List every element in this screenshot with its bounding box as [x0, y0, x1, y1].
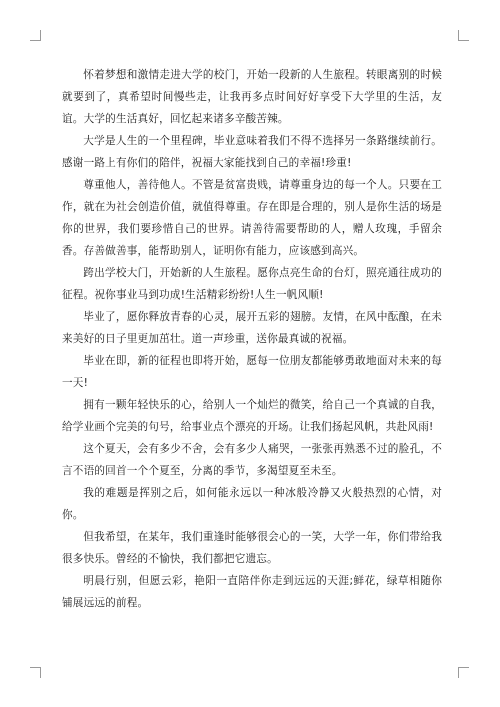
paragraph: 怀着梦想和激情走进大学的校门，开始一段新的人生旅程。转眼离别的时候就要到了，真希望时间慢些走，让我再多点时间好好享受下大学里的生活，友谊。大学的生活真好，回忆起来诸多辛酸苦辣。	[62, 69, 442, 125]
paragraph: 尊重他人，善待他人。不管是贫富贵贱，请尊重身边的每一个人。只要在工作，就在为社会创造价值，就值得尊重。存在即是合理的，别人是你生活的场是你的世界，我们要珍惜自己的世界。请善待需要帮助的人，赠人玫瑰，手留余香。存善做善事，能帮助别人，证明你有能力，应该感到高兴。	[62, 179, 442, 257]
crop-mark-bottom-left	[30, 667, 41, 678]
paragraph: 我的难题是挥别之后，如何能永远以一种冰般冷静又火般热烈的心情，对你。	[62, 487, 442, 521]
paragraph: 大学是人生的一个里程碑，毕业意味着我们不得不选择另一条路继续前行。感谢一路上有你们的陪伴，祝福大家能找到自己的幸福!珍重!	[62, 135, 442, 169]
paragraph: 拥有一颗年轻快乐的心，给别人一个灿烂的微笑，给自己一个真诚的自我，给学业画个完美的句号，给事业点个漂亮的开场。让我们扬起风帆，共赴风雨!	[62, 399, 442, 433]
crop-mark-top-left	[30, 30, 41, 41]
paragraph: 但我希望，在某年，我们重逢时能够很会心的一笑，大学一年，你们带给我很多快乐。曾经的不愉快，我们都把它遗忘。	[62, 531, 442, 565]
crop-mark-top-right	[458, 30, 469, 41]
paragraph: 毕业了，愿你释放青春的心灵，展开五彩的翅膀。友情，在风中酝酿，在未来美好的日子里更加茁壮。道一声珍重，送你最真诚的祝福。	[62, 311, 442, 345]
document-body	[62, 64, 442, 614]
crop-mark-bottom-right	[458, 667, 469, 678]
paragraph: 明晨行别，但愿云彩，艳阳一直陪伴你走到远远的天涯;鲜花，绿草相随你铺展远远的前程。	[62, 575, 442, 609]
paragraph: 这个夏天，会有多少不舍，会有多少人痛哭，一张张再熟悉不过的脸孔，不言不语的回首一个个夏至，分离的季节，多渴望夏至未至。	[62, 443, 442, 477]
paragraph: 毕业在即，新的征程也即将开始，愿每一位朋友都能够勇敢地面对未来的每一天!	[62, 355, 442, 389]
paragraph: 跨出学校大门，开始新的人生旅程。愿你点亮生命的台灯，照亮通往成功的征程。祝你事业马到功成!生活精彩纷纷!人生一帆风顺!	[62, 267, 442, 301]
